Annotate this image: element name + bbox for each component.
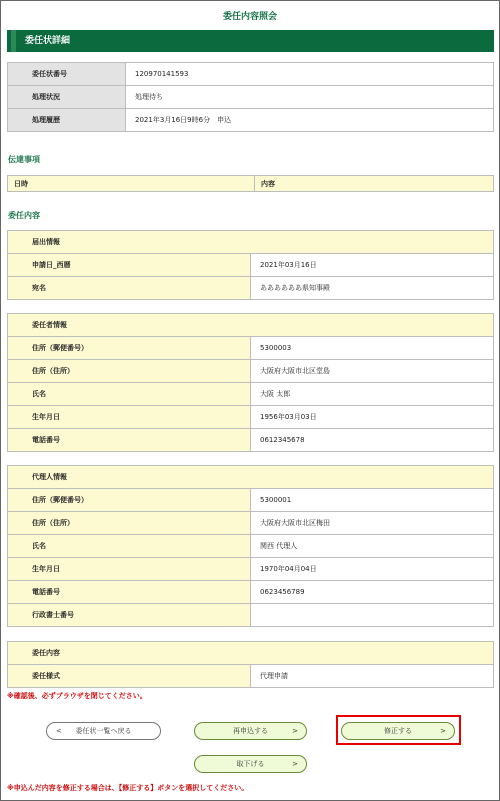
field-value: 2021年03月16日 bbox=[251, 254, 494, 277]
group-title: 委任者情報 bbox=[8, 314, 494, 337]
section-title: 委任状詳細 bbox=[25, 36, 71, 46]
field-value: 1970年04月04日 bbox=[251, 558, 494, 581]
field-value: 大阪府大阪市北区堂島 bbox=[251, 360, 494, 383]
detail-label: 委任状番号 bbox=[8, 63, 126, 86]
group-title: 代理人情報 bbox=[8, 466, 494, 489]
table-row bbox=[8, 406, 494, 429]
detail-value: 処理待ち bbox=[126, 86, 494, 109]
reapply-button[interactable] bbox=[194, 722, 307, 740]
table-row bbox=[8, 512, 494, 535]
field-label: 電話番号 bbox=[8, 429, 251, 452]
column-header-content: 内容 bbox=[255, 176, 494, 192]
table-row bbox=[8, 383, 494, 406]
inin-heading: 委任内容 bbox=[8, 211, 40, 220]
column-header-datetime: 日時 bbox=[8, 176, 255, 192]
detail-table bbox=[7, 62, 494, 132]
arrow-left-icon: < bbox=[56, 727, 62, 735]
withdraw-button[interactable] bbox=[194, 755, 307, 773]
table-row bbox=[8, 360, 494, 383]
field-value: 5300001 bbox=[251, 489, 494, 512]
table-row bbox=[8, 86, 494, 109]
back-to-list-button[interactable] bbox=[46, 722, 161, 740]
section-title-bar bbox=[7, 30, 494, 52]
detail-label: 処理履歴 bbox=[8, 109, 126, 132]
table-row bbox=[8, 254, 494, 277]
table-row bbox=[8, 337, 494, 360]
page-title: 委任内容照会 bbox=[222, 12, 277, 22]
table-row bbox=[8, 109, 494, 132]
group-title: 委任内容 bbox=[8, 642, 494, 665]
table-row bbox=[8, 604, 494, 627]
arrow-right-icon: > bbox=[440, 727, 446, 735]
field-label: 申請日_西暦 bbox=[8, 254, 251, 277]
back-button-label: 委任状一覧へ戻る bbox=[75, 727, 132, 735]
arrow-right-icon: > bbox=[292, 760, 298, 768]
field-value: 5300003 bbox=[251, 337, 494, 360]
field-label: 生年月日 bbox=[8, 558, 251, 581]
table-header-row bbox=[8, 176, 494, 192]
delegator-table bbox=[7, 313, 494, 452]
field-label: 宛名 bbox=[8, 277, 251, 300]
content-table bbox=[7, 641, 494, 688]
field-value: 大阪府大阪市北区梅田 bbox=[251, 512, 494, 535]
highlight-frame bbox=[336, 715, 461, 745]
field-value: 0612345678 bbox=[251, 429, 494, 452]
table-row bbox=[8, 581, 494, 604]
detail-label: 処理状況 bbox=[8, 86, 126, 109]
table-row bbox=[8, 466, 494, 489]
field-label: 住所（郵便番号） bbox=[8, 489, 251, 512]
field-value: 代理申請 bbox=[251, 665, 494, 688]
modify-warning: ※申込んだ内容を修正する場合は、【修正する】ボタンを選択してください。 bbox=[7, 784, 249, 792]
field-label: 電話番号 bbox=[8, 581, 251, 604]
table-row bbox=[8, 558, 494, 581]
table-row bbox=[8, 489, 494, 512]
detail-value: 2021年3月16日9時6分 申込 bbox=[126, 109, 494, 132]
agent-table bbox=[7, 465, 494, 627]
field-label: 氏名 bbox=[8, 383, 251, 406]
field-value: ああああああ県知事殿 bbox=[251, 277, 494, 300]
transmission-table bbox=[7, 175, 494, 192]
field-value bbox=[251, 604, 494, 627]
close-browser-warning: ※確認後、必ずブラウザを閉じてください。 bbox=[7, 692, 147, 700]
arrow-right-icon: > bbox=[292, 727, 298, 735]
field-label: 住所（住所） bbox=[8, 512, 251, 535]
table-row bbox=[8, 63, 494, 86]
field-value: 1956年03月03日 bbox=[251, 406, 494, 429]
field-value: 大阪 太郎 bbox=[251, 383, 494, 406]
modify-button-label: 修正する bbox=[384, 727, 412, 735]
reapply-button-label: 再申込する bbox=[233, 727, 268, 735]
table-row bbox=[8, 665, 494, 688]
field-label: 行政書士番号 bbox=[8, 604, 251, 627]
field-label: 住所（住所） bbox=[8, 360, 251, 383]
table-row bbox=[8, 314, 494, 337]
notification-table bbox=[7, 230, 494, 300]
group-title: 届出情報 bbox=[8, 231, 494, 254]
table-row bbox=[8, 231, 494, 254]
field-value: 0623456789 bbox=[251, 581, 494, 604]
field-label: 氏名 bbox=[8, 535, 251, 558]
field-value: 関西 代理人 bbox=[251, 535, 494, 558]
table-row bbox=[8, 535, 494, 558]
withdraw-button-label: 取下げる bbox=[236, 760, 265, 768]
table-row bbox=[8, 642, 494, 665]
field-label: 委任様式 bbox=[8, 665, 251, 688]
field-label: 住所（郵便番号） bbox=[8, 337, 251, 360]
table-row bbox=[8, 277, 494, 300]
field-label: 生年月日 bbox=[8, 406, 251, 429]
detail-value: 120970141593 bbox=[126, 63, 494, 86]
transmission-heading: 伝達事項 bbox=[8, 155, 40, 164]
table-row bbox=[8, 429, 494, 452]
